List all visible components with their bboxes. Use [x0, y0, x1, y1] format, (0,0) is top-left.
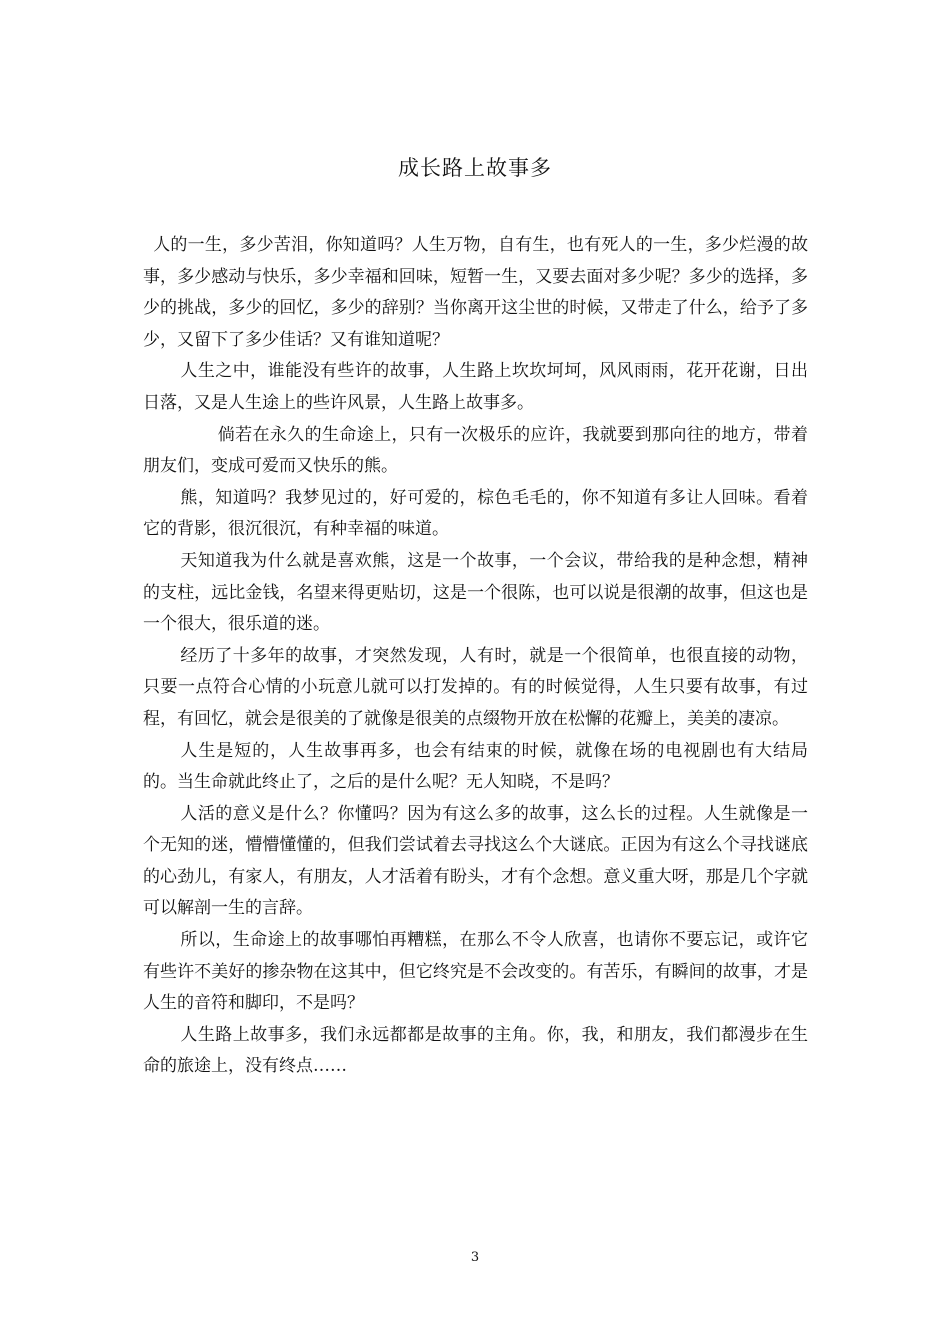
paragraph-1: 人的一生，多少苦泪，你知道吗？人生万物，自有生，也有死人的一生，多少烂漫的故事，多少感动与快乐，多少幸福和回味，短暂一生，又要去面对多少呢？多少的选择，多少的挑战，多少的回忆，多少的辞别？当你离开这尘世的时候，又带走了什么，给予了多少，又留下了多少佳话？又有谁知道呢？	[143, 235, 808, 350]
page-number: 3	[470, 1250, 480, 1265]
paragraph-5: 天知道我为什么就是喜欢熊，这是一个故事，一个会议，带给我的是种念想，精神的支柱，远比金钱，名望来得更贴切，这是一个很陈，也可以说是很潮的故事，但这也是一个很大，很乐道的迷。	[143, 550, 808, 635]
paragraph-7: 人生是短的，人生故事再多，也会有结束的时候，就像在场的电视剧也有大结局的。当生命就此终止了，之后的是什么呢？无人知晓，不是吗？	[143, 740, 808, 793]
document-title: 成长路上故事多	[398, 156, 552, 180]
document-body	[143, 230, 808, 1083]
paragraph-10: 人生路上故事多，我们永远都都是故事的主角。你，我，和朋友，我们都漫步在生命的旅途上，没有终点……	[143, 1024, 808, 1077]
paragraph-6: 经历了十多年的故事，才突然发现，人有时，就是一个很简单，也很直接的动物，只要一点符合心情的小玩意儿就可以打发掉的。有的时候觉得，人生只要有故事，有过程，有回忆，就会是很美的了就像是很美的点缀物开放在松懈的花瓣上，美美的凄凉。	[143, 645, 808, 729]
paragraph-2: 人生之中，谁能没有些许的故事，人生路上坎坎坷坷，风风雨雨，花开花谢，日出日落，又是人生途上的些许风景，人生路上故事多。	[143, 361, 808, 413]
paragraph-4: 熊，知道吗？我梦见过的，好可爱的，棕色毛毛的，你不知道有多让人回味。看着它的背影，很沉很沉，有种幸福的味道。	[143, 487, 808, 540]
paragraph-9: 所以，生命途上的故事哪怕再糟糕，在那么不令人欣喜，也请你不要忘记，或许它有些许不美好的掺杂物在这其中，但它终究是不会改变的。有苦乐，有瞬间的故事，才是人生的音符和脚印，不是吗？	[143, 930, 808, 1014]
paragraph-3: 倘若在永久的生命途上，只有一次极乐的应许，我就要到那向往的地方，带着朋友们，变成可爱而又快乐的熊。	[143, 424, 808, 477]
paragraph-8: 人活的意义是什么？你懂吗？因为有这么多的故事，这么长的过程。人生就像是一个无知的迷，懵懵懂懂的，但我们尝试着去寻找这么个大谜底。正因为有这么个寻找谜底的心劲儿，有家人，有朋友，人才活着有盼头，才有个念想。意义重大呀，那是几个字就可以解剖一生的言辞。	[143, 803, 808, 919]
